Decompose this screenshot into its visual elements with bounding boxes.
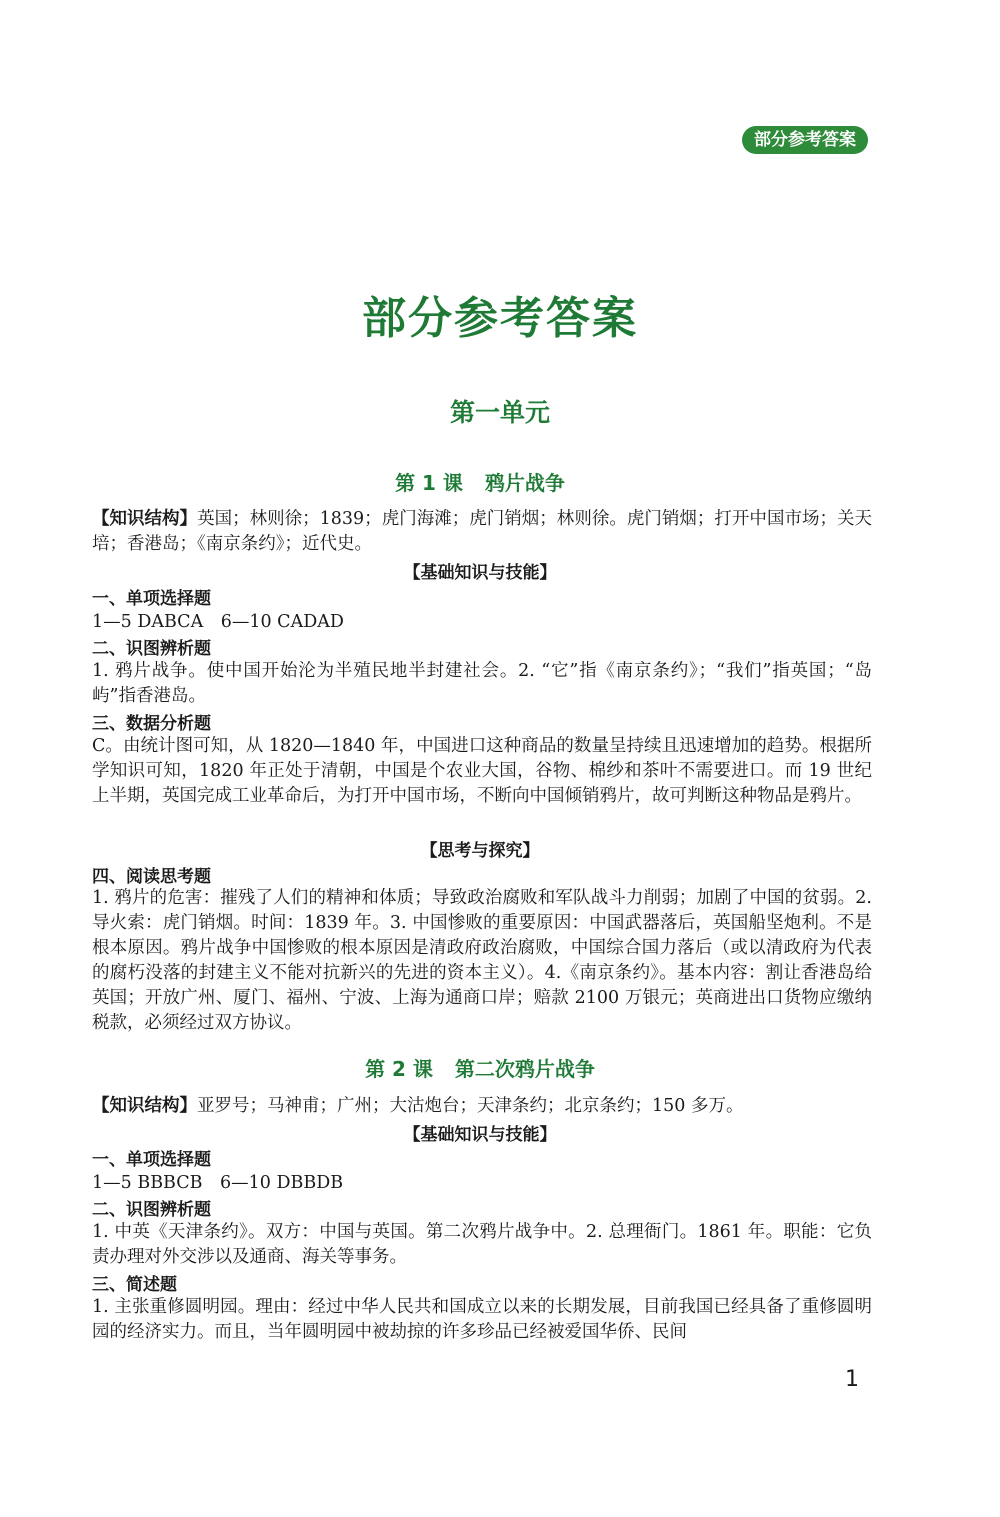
question-2-text: 1. 鸦片战争。使中国开始沦为半殖民地半封建社会。2. “它”指《南京条约》；“我们”指英国；“岛屿”指香港岛。 <box>92 661 872 706</box>
lesson-1-number: 第 1 课 <box>395 471 463 495</box>
lesson-2-number: 第 2 课 <box>365 1057 433 1081</box>
question-3-text: C。由统计图可知，从 1820—1840 年，中国进口这种商品的数量呈持续且迅速增加的趋势。根据所学知识可知，1820 年正处于清朝，中国是个农业大国，谷物、棉纱和茶叶不需要进口。而 19 世纪上半期，英国完成工业革命后，为打开中国市场，不断向中国倾销鸦片，故可判断这种物品是鸦片。 <box>92 736 872 806</box>
lesson-2-question-2-text: 1. 中英《天津条约》。双方：中国与英国。第二次鸦片战争中。2. 总理衙门。1861 年。职能：它负责办理对外交涉以及通商、海关等事务。 <box>92 1222 872 1267</box>
structure-tag: 【知识结构】 <box>92 509 198 529</box>
structure-tag: 【知识结构】 <box>92 1096 197 1116</box>
section-think-explore: 【思考与探究】 <box>420 841 540 861</box>
structure-text: 英国；林则徐；1839；虎门海滩；虎门销烟；林则徐。虎门销烟；打开中国市场；关天培；香港岛；《南京条约》；近代史。 <box>92 509 872 554</box>
question-4-text: 1. 鸦片的危害：摧残了人们的精神和体质；导致政治腐败和军队战斗力削弱；加剧了中国的贫弱。2. 导火索：虎门销烟。时间：1839 年。3. 中国惨败的重要原因：中国武器落后，英国船坚炮利。不是根本原因。鸦片战争中国惨败的根本原因是清政府政治腐败，中国综合国力落后（或以清政府为代表的腐朽没落的封建主义不能对抗新兴的先进的资本主义）。4.《南京条约》。基本内容：割让香港岛给英国；开放广州、厦门、福州、宁波、上海为通商口岸；赔款 2100 万银元；英商进出口货物应缴纳税款，必须经过双方协议。 <box>92 888 872 1033</box>
lesson-2-question-3-heading: 三、简述题 <box>92 1275 177 1295</box>
unit-title: 第一单元 <box>449 398 550 427</box>
lesson-2-structure <box>92 1094 872 1119</box>
section-basic-skills: 【基础知识与技能】 <box>403 563 557 583</box>
section-basic-skills-2: 【基础知识与技能】 <box>403 1125 557 1145</box>
lesson-2-question-1-answer: 1—5 BBBCB 6—10 DBBDB <box>92 1173 344 1193</box>
lesson-2-question-2-heading: 二、识图辨析题 <box>92 1200 211 1220</box>
question-1-heading: 一、单项选择题 <box>92 589 211 609</box>
lesson-1-name: 鸦片战争 <box>484 471 565 495</box>
question-4-heading: 四、阅读思考题 <box>92 867 211 887</box>
header-tab-label: 部分参考答案 <box>742 126 868 154</box>
page-number: 1 <box>845 1367 859 1392</box>
lesson-2-name: 第二次鸦片战争 <box>454 1057 595 1081</box>
question-1-answer: 1—5 DABCA 6—10 CADAD <box>92 612 344 632</box>
lesson-1-structure <box>92 507 872 557</box>
structure-text: 亚罗号；马神甫；广州；大沽炮台；天津条约；北京条约；150 多万。 <box>197 1096 744 1116</box>
lesson-2-question-1-heading: 一、单项选择题 <box>92 1150 211 1170</box>
lesson-1-title <box>0 467 960 496</box>
page-title: 部分参考答案 <box>362 293 638 344</box>
lesson-2-question-3-text: 1. 主张重修圆明园。理由：经过中华人民共和国成立以来的长期发展，目前我国已经具备了重修圆明园的经济实力。而且，当年圆明园中被劫掠的许多珍品已经被爱国华侨、民间 <box>92 1297 872 1342</box>
question-2-heading: 二、识图辨析题 <box>92 639 211 659</box>
lesson-2-title <box>0 1053 960 1082</box>
question-3-heading: 三、数据分析题 <box>92 714 211 734</box>
